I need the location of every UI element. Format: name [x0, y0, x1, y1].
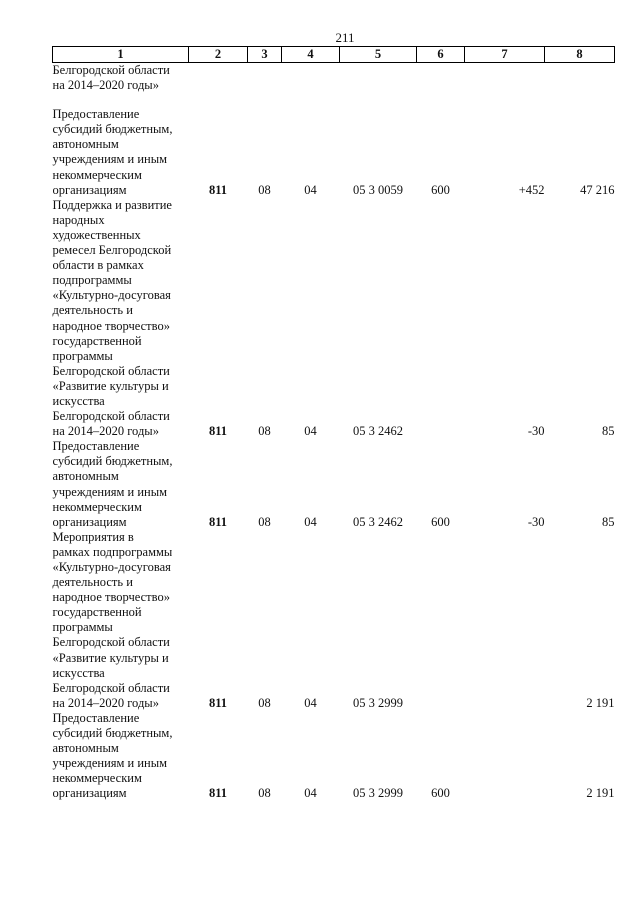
- column-header: 1: [53, 47, 189, 63]
- description-line: организациям: [52, 514, 127, 529]
- table-row: [53, 107, 615, 198]
- description-line: народное творчество»: [52, 318, 170, 333]
- description-line: учреждениям и иным: [52, 152, 168, 167]
- cell-c2: [189, 63, 248, 94]
- description-line: «Культурно-досуговая: [52, 288, 171, 303]
- description-line: государственной: [52, 333, 142, 348]
- description-line: народных: [52, 212, 105, 227]
- description-line: некоммерческим: [52, 499, 142, 514]
- cell-c4: 04: [304, 514, 317, 529]
- cell-c2: 811: [208, 695, 228, 710]
- cell-c7: -30: [527, 514, 545, 529]
- cell-c3: 08: [258, 424, 271, 439]
- description-line: программы: [52, 620, 113, 635]
- description-line: Белгородской области: [52, 63, 170, 77]
- description-line: народное творчество»: [52, 590, 170, 605]
- description-line: организациям: [52, 786, 127, 801]
- description-line: области в рамках: [52, 258, 144, 273]
- column-header: 3: [248, 47, 282, 63]
- cell-c4: 04: [304, 695, 317, 710]
- cell-c4: 04: [304, 786, 317, 801]
- column-header: 4: [282, 47, 340, 63]
- cell-c3: 08: [258, 786, 271, 801]
- cell-c6: 600: [431, 514, 450, 529]
- description-line: Предоставление: [52, 439, 140, 454]
- cell-c7: +452: [518, 182, 545, 197]
- description-line: на 2014–2020 годы»: [52, 695, 159, 710]
- cell-c3: [248, 63, 282, 94]
- description-line: искусства: [52, 665, 105, 680]
- description-line: «Развитие культуры и: [52, 378, 169, 393]
- page-number: 211: [335, 30, 355, 45]
- cell-c5: 05 3 2462: [353, 514, 403, 529]
- cell-c7: [465, 711, 545, 802]
- cell-c4: 04: [304, 424, 317, 439]
- description-line: субсидий бюджетным,: [52, 454, 173, 469]
- description-line: программы: [52, 348, 113, 363]
- description-line: Белгородской области: [52, 409, 170, 424]
- column-header: 7: [465, 47, 545, 63]
- budget-table: [52, 46, 615, 802]
- table-row: [53, 198, 615, 440]
- description-line: учреждениям и иным: [52, 756, 168, 771]
- description-line: Белгородской области: [52, 635, 170, 650]
- description-line: деятельность и: [52, 575, 133, 590]
- cell-c8: 47 216: [580, 182, 615, 197]
- column-header: 8: [545, 47, 615, 63]
- description-line: Белгородской области: [52, 363, 170, 378]
- row-spacer: [53, 93, 615, 107]
- description-line: подпрограммы: [52, 273, 132, 288]
- description-line: Предоставление: [52, 710, 140, 725]
- description-line: субсидий бюджетным,: [52, 726, 173, 741]
- description-line: «Развитие культуры и: [52, 650, 169, 665]
- column-header: 2: [189, 47, 248, 63]
- row-description: [53, 530, 189, 711]
- description-line: Предоставление: [52, 107, 140, 122]
- cell-c3: 08: [258, 514, 271, 529]
- description-line: на 2014–2020 годы»: [52, 424, 159, 439]
- description-line: на 2014–2020 годы»: [52, 78, 159, 93]
- description-line: Поддержка и развитие: [52, 197, 172, 212]
- row-description: [53, 107, 189, 198]
- description-line: автономным: [52, 137, 119, 152]
- cell-c4: [282, 63, 340, 94]
- description-line: «Культурно-досуговая: [52, 560, 171, 574]
- cell-c8: 85: [602, 424, 615, 439]
- cell-c7: [465, 530, 545, 711]
- description-line: государственной: [52, 605, 142, 620]
- cell-c5: 05 3 2462: [353, 424, 403, 439]
- description-line: организациям: [52, 182, 127, 197]
- description-line: учреждениям и иным: [52, 484, 168, 499]
- header-row: [53, 47, 615, 63]
- row-description: [53, 198, 189, 440]
- cell-c6: [417, 530, 465, 711]
- row-description: [53, 63, 189, 94]
- cell-c3: 08: [258, 182, 271, 197]
- cell-c6: [417, 63, 465, 94]
- description-line: автономным: [52, 469, 119, 484]
- cell-c2: 811: [208, 514, 228, 529]
- cell-c2: 811: [208, 424, 228, 439]
- description-line: деятельность и: [52, 303, 133, 318]
- table-row: [53, 711, 615, 802]
- column-header: 5: [340, 47, 417, 63]
- cell-c6: 600: [431, 182, 450, 197]
- description-line: искусства: [52, 393, 105, 408]
- cell-c5: 05 3 2999: [353, 695, 403, 710]
- cell-c7: [465, 63, 545, 94]
- description-line: некоммерческим: [52, 771, 142, 786]
- cell-c3: 08: [258, 695, 271, 710]
- table-row: [53, 63, 615, 94]
- cell-c5: 05 3 0059: [353, 182, 403, 197]
- cell-c8: [545, 63, 615, 94]
- description-line: художественных: [52, 227, 141, 242]
- row-description: [53, 439, 189, 530]
- cell-c8: 85: [602, 514, 615, 529]
- description-line: рамках подпрограммы: [52, 544, 173, 559]
- description-line: автономным: [52, 741, 119, 756]
- description-line: Мероприятия в: [52, 529, 134, 544]
- column-header: 6: [417, 47, 465, 63]
- description-line: некоммерческим: [52, 167, 142, 182]
- cell-c5: 05 3 2999: [353, 786, 403, 801]
- cell-c7: -30: [527, 424, 545, 439]
- cell-c4: 04: [304, 182, 317, 197]
- cell-c2: 811: [208, 182, 228, 197]
- cell-c6: [417, 198, 465, 440]
- table-row: [53, 439, 615, 530]
- cell-c8: 2 191: [586, 695, 615, 710]
- cell-c6: 600: [431, 786, 450, 801]
- cell-c5: [340, 63, 417, 94]
- cell-c2: 811: [208, 786, 228, 801]
- cell-c8: 2 191: [586, 786, 615, 801]
- description-line: Белгородской области: [52, 680, 170, 695]
- description-line: субсидий бюджетным,: [52, 122, 173, 137]
- row-description: [53, 711, 189, 802]
- table-row: [53, 530, 615, 711]
- description-line: ремесел Белгородской: [52, 243, 172, 258]
